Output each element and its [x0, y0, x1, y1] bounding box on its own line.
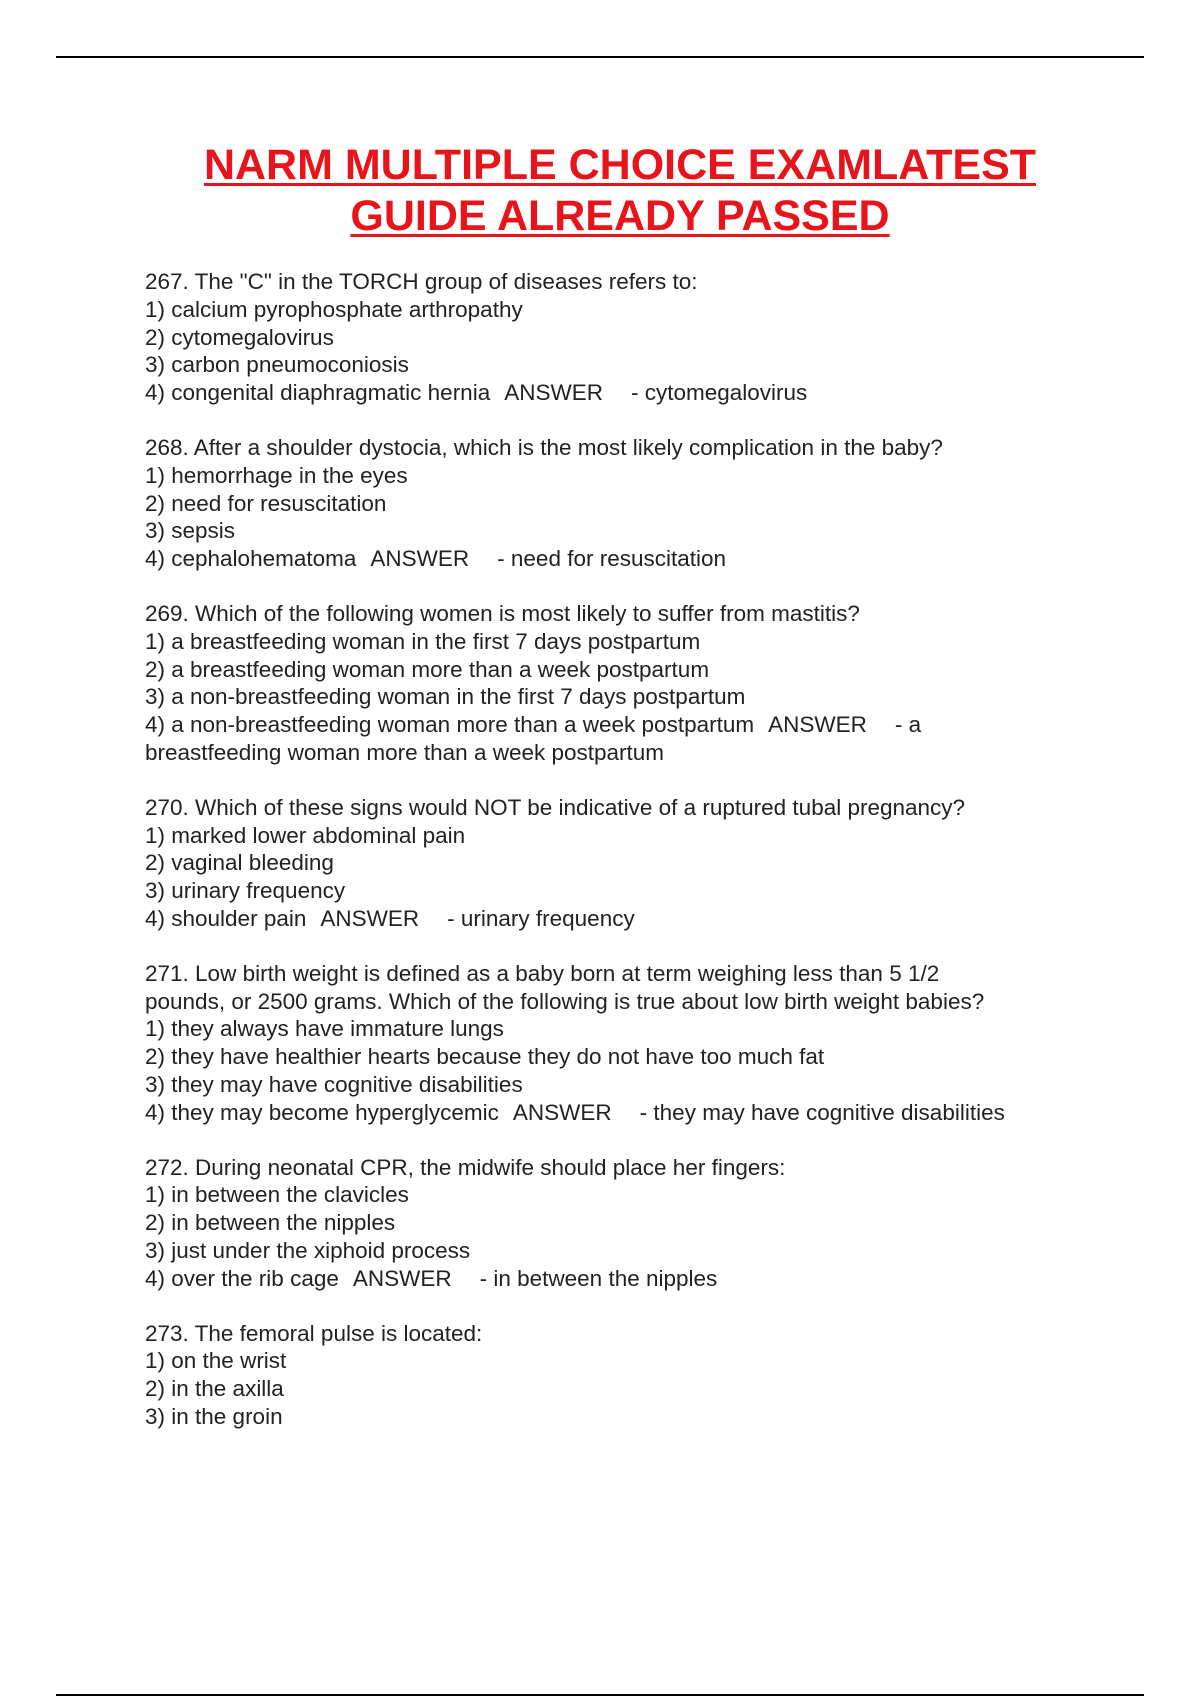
answer-label: ANSWER	[370, 546, 470, 572]
option-2: 2) need for resuscitation	[145, 490, 387, 516]
title-line-2: GUIDE ALREADY PASSED	[350, 192, 890, 240]
option-2: 2) vaginal bleeding	[145, 850, 334, 876]
option-3: 3) carbon pneumoconiosis	[145, 352, 409, 378]
question-text: 270. Which of these signs would NOT be indicative of a ruptured tubal pregnancy?	[145, 794, 966, 820]
option-3: 3) just under the xiphoid process	[145, 1237, 471, 1263]
answer-label: ANSWER	[320, 905, 420, 931]
option-4: 4) they may become hyperglycemic	[145, 1099, 499, 1125]
question-text: 269. Which of the following women is most likely to suffer from mastitis?	[145, 600, 860, 626]
option-4-with-answer	[145, 905, 1085, 933]
option-3: 3) urinary frequency	[145, 878, 346, 904]
option-2: 2) in between the nipples	[145, 1210, 396, 1236]
option-2: 2) cytomegalovirus	[145, 324, 334, 350]
top-rule	[56, 56, 1144, 58]
option-4: 4) cephalohematoma	[145, 546, 357, 572]
answer-text: - cytomegalovirus	[630, 380, 808, 406]
answer-text: - a	[894, 712, 922, 738]
option-1: 1) on the wrist	[145, 1348, 287, 1374]
question-270	[145, 794, 1085, 933]
answer-text: - in between the nipples	[479, 1265, 718, 1291]
option-4: 4) a non-breastfeeding woman more than a week postpartum	[145, 712, 755, 738]
answer-text: - need for resuscitation	[497, 546, 727, 572]
answer-text: - they may have cognitive disabilities	[639, 1099, 1005, 1125]
option-4-with-answer	[145, 711, 1085, 739]
answer-label: ANSWER	[352, 1265, 452, 1291]
answer-continuation: breastfeeding woman more than a week postpartum	[145, 739, 665, 765]
option-1: 1) calcium pyrophosphate arthropathy	[145, 296, 523, 322]
question-list	[145, 268, 1085, 1458]
question-text: 267. The "C" in the TORCH group of diseases refers to:	[145, 269, 698, 294]
option-3: 3) they may have cognitive disabilities	[145, 1071, 523, 1097]
question-text-continuation: pounds, or 2500 grams. Which of the following is true about low birth weight babies?	[145, 988, 985, 1014]
option-4-with-answer	[145, 545, 1085, 573]
answer-label: ANSWER	[504, 380, 603, 406]
question-268	[145, 434, 1085, 573]
question-271	[145, 960, 1085, 1127]
option-2: 2) they have healthier hearts because they do not have too much fat	[145, 1044, 825, 1070]
question-272	[145, 1154, 1085, 1293]
answer-label: ANSWER	[512, 1099, 612, 1125]
option-3: 3) a non-breastfeeding woman in the first 7 days postpartum	[145, 684, 746, 710]
option-1: 1) a breastfeeding woman in the first 7 days postpartum	[145, 628, 701, 654]
option-1: 1) hemorrhage in the eyes	[145, 462, 408, 488]
option-2: 2) a breastfeeding woman more than a week postpartum	[145, 656, 710, 682]
document-title	[140, 140, 1100, 242]
question-273	[145, 1320, 1085, 1431]
title-line-1: NARM MULTIPLE CHOICE EXAMLATEST	[203, 141, 1037, 189]
question-269	[145, 600, 1085, 767]
option-4: 4) shoulder pain	[145, 905, 307, 931]
question-text: 273. The femoral pulse is located:	[145, 1320, 483, 1346]
option-4: 4) over the rib cage	[145, 1265, 339, 1291]
option-3: 3) sepsis	[145, 518, 236, 544]
option-1: 1) in between the clavicles	[145, 1182, 409, 1208]
question-text: 272. During neonatal CPR, the midwife should place her fingers:	[145, 1154, 786, 1180]
option-1: 1) they always have immature lungs	[145, 1016, 504, 1042]
answer-text: - urinary frequency	[447, 905, 635, 931]
option-4-with-answer	[145, 379, 1085, 407]
question-text: 271. Low birth weight is defined as a baby born at term weighing less than 5 1/2	[145, 960, 940, 986]
answer-label: ANSWER	[768, 712, 867, 738]
option-2: 2) in the axilla	[145, 1376, 284, 1402]
option-3: 3) in the groin	[145, 1403, 283, 1429]
question-267	[145, 268, 1085, 407]
option-4-with-answer	[145, 1265, 1085, 1293]
option-1: 1) marked lower abdominal pain	[145, 822, 466, 848]
option-4: 4) congenital diaphragmatic hernia	[145, 380, 491, 406]
option-4-with-answer	[145, 1099, 1085, 1127]
bottom-rule	[56, 1694, 1144, 1696]
question-text: 268. After a shoulder dystocia, which is the most likely complication in the baby?	[145, 434, 943, 460]
